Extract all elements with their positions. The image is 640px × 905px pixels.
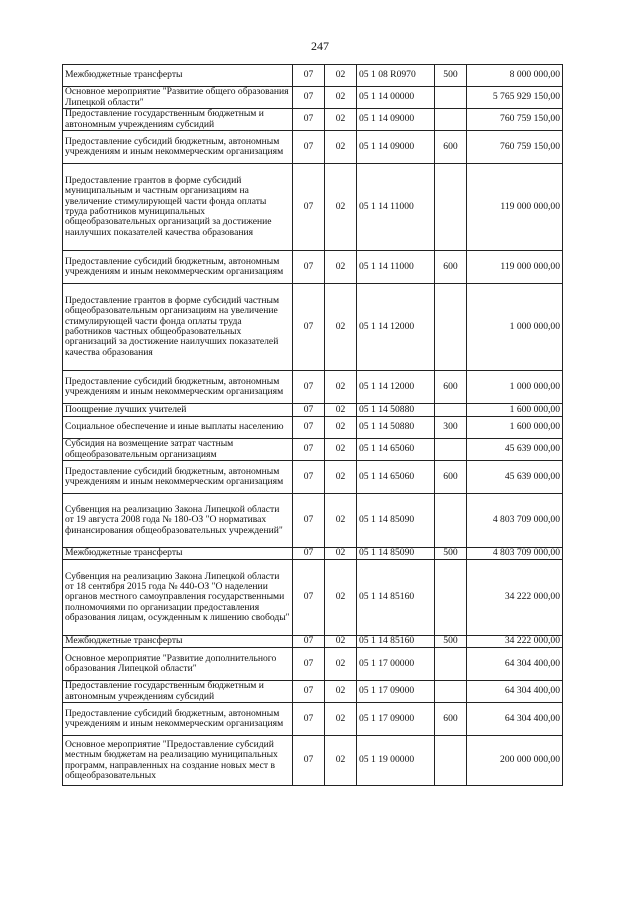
table-row	[63, 548, 563, 560]
table-row	[63, 681, 563, 703]
table-row	[63, 648, 563, 681]
cell-section: 07	[293, 251, 325, 284]
cell-subsection: 02	[325, 109, 357, 131]
table-row	[63, 251, 563, 284]
cell-name: Предоставление субсидий бюджетным, автономным учреждениям и иным некоммерческим организациям	[63, 371, 293, 404]
cell-subsection: 02	[325, 494, 357, 548]
cell-section: 07	[293, 703, 325, 736]
cell-type	[435, 164, 467, 251]
cell-amount: 34 222 000,00	[467, 636, 563, 648]
table-row	[63, 404, 563, 417]
table-row	[63, 164, 563, 251]
table-row	[63, 87, 563, 109]
cell-subsection: 02	[325, 131, 357, 164]
cell-section: 07	[293, 87, 325, 109]
cell-target: 05 1 14 12000	[357, 284, 435, 371]
page-number: 247	[311, 39, 329, 53]
cell-section: 07	[293, 681, 325, 703]
cell-target: 05 1 14 85160	[357, 636, 435, 648]
table-row	[63, 736, 563, 786]
cell-section: 07	[293, 65, 325, 87]
cell-target: 05 1 14 85090	[357, 548, 435, 560]
cell-target: 05 1 14 65060	[357, 461, 435, 494]
table-row	[63, 109, 563, 131]
cell-target: 05 1 17 09000	[357, 703, 435, 736]
cell-subsection: 02	[325, 439, 357, 461]
cell-subsection: 02	[325, 417, 357, 439]
table-row	[63, 636, 563, 648]
cell-subsection: 02	[325, 461, 357, 494]
cell-section: 07	[293, 284, 325, 371]
cell-name: Предоставление государственным бюджетным и автономным учреждениям субсидий	[63, 681, 293, 703]
cell-amount: 8 000 000,00	[467, 65, 563, 87]
cell-amount: 1 600 000,00	[467, 404, 563, 417]
cell-type	[435, 681, 467, 703]
cell-type: 600	[435, 371, 467, 404]
cell-target: 05 1 14 11000	[357, 164, 435, 251]
table-row	[63, 560, 563, 636]
cell-section: 07	[293, 404, 325, 417]
cell-amount: 760 759 150,00	[467, 131, 563, 164]
cell-target: 05 1 14 11000	[357, 251, 435, 284]
cell-amount: 1 600 000,00	[467, 417, 563, 439]
cell-target: 05 1 17 09000	[357, 681, 435, 703]
cell-amount: 119 000 000,00	[467, 164, 563, 251]
cell-name: Социальное обеспечение и иные выплаты населению	[63, 417, 293, 439]
cell-section: 07	[293, 461, 325, 494]
cell-subsection: 02	[325, 681, 357, 703]
cell-type	[435, 109, 467, 131]
cell-subsection: 02	[325, 65, 357, 87]
cell-type: 300	[435, 417, 467, 439]
cell-amount: 34 222 000,00	[467, 560, 563, 636]
table-row	[63, 131, 563, 164]
cell-target: 05 1 14 85090	[357, 494, 435, 548]
cell-name: Субвенция на реализацию Закона Липецкой области от 18 сентября 2015 года № 440-ОЗ "О наделении органов местного самоуправления государственными полномочиями по организации предоставления образования лицам, осужденным к лишению свободы"	[63, 560, 293, 636]
cell-amount: 119 000 000,00	[467, 251, 563, 284]
cell-target: 05 1 14 85160	[357, 560, 435, 636]
cell-section: 07	[293, 164, 325, 251]
cell-name: Предоставление государственным бюджетным и автономным учреждениям субсидий	[63, 109, 293, 131]
cell-section: 07	[293, 371, 325, 404]
table-row	[63, 65, 563, 87]
cell-type: 600	[435, 703, 467, 736]
cell-name: Субсидия на возмещение затрат частным общеобразовательным организациям	[63, 439, 293, 461]
cell-target: 05 1 08 R0970	[357, 65, 435, 87]
table-row	[63, 703, 563, 736]
cell-name: Основное мероприятие "Предоставление субсидий местным бюджетам на реализацию муниципальных программ, направленных на создание новых мест в общеобразовательных	[63, 736, 293, 786]
cell-type	[435, 494, 467, 548]
cell-name: Основное мероприятие "Развитие общего образования Липецкой области"	[63, 87, 293, 109]
cell-amount: 1 000 000,00	[467, 284, 563, 371]
table-row	[63, 417, 563, 439]
cell-type: 600	[435, 131, 467, 164]
cell-section: 07	[293, 439, 325, 461]
cell-amount: 4 803 709 000,00	[467, 548, 563, 560]
cell-subsection: 02	[325, 548, 357, 560]
cell-type	[435, 648, 467, 681]
cell-name: Межбюджетные трансферты	[63, 65, 293, 87]
table-row	[63, 439, 563, 461]
cell-target: 05 1 19 00000	[357, 736, 435, 786]
cell-type: 600	[435, 251, 467, 284]
cell-amount: 64 304 400,00	[467, 648, 563, 681]
cell-target: 05 1 14 12000	[357, 371, 435, 404]
cell-name: Субвенция на реализацию Закона Липецкой области от 19 августа 2008 года № 180-ОЗ "О нормативах финансирования общеобразовательных учреждений"	[63, 494, 293, 548]
cell-subsection: 02	[325, 560, 357, 636]
cell-amount: 45 639 000,00	[467, 461, 563, 494]
cell-amount: 64 304 400,00	[467, 703, 563, 736]
cell-type: 600	[435, 461, 467, 494]
cell-section: 07	[293, 560, 325, 636]
cell-subsection: 02	[325, 736, 357, 786]
cell-target: 05 1 14 50880	[357, 417, 435, 439]
cell-section: 07	[293, 494, 325, 548]
table-row	[63, 494, 563, 548]
cell-type	[435, 439, 467, 461]
cell-amount: 760 759 150,00	[467, 109, 563, 131]
cell-name: Межбюджетные трансферты	[63, 548, 293, 560]
cell-name: Предоставление субсидий бюджетным, автономным учреждениям и иным некоммерческим организациям	[63, 131, 293, 164]
cell-name: Предоставление грантов в форме субсидий частным общеобразовательным организациям на увеличение стимулирующей части фонда оплаты труда работников частных общеобразовательных организаций за достижение наилучших показателей качества образования	[63, 284, 293, 371]
cell-type	[435, 87, 467, 109]
cell-amount: 64 304 400,00	[467, 681, 563, 703]
cell-subsection: 02	[325, 251, 357, 284]
cell-type	[435, 284, 467, 371]
cell-target: 05 1 14 09000	[357, 109, 435, 131]
budget-table-body	[63, 65, 563, 786]
cell-section: 07	[293, 417, 325, 439]
cell-name: Основное мероприятие "Развитие дополнительного образования Липецкой области"	[63, 648, 293, 681]
table-row	[63, 371, 563, 404]
cell-target: 05 1 14 09000	[357, 131, 435, 164]
cell-section: 07	[293, 131, 325, 164]
cell-name: Поощрение лучших учителей	[63, 404, 293, 417]
cell-type: 500	[435, 65, 467, 87]
cell-section: 07	[293, 648, 325, 681]
cell-target: 05 1 14 50880	[357, 404, 435, 417]
cell-subsection: 02	[325, 371, 357, 404]
cell-name: Межбюджетные трансферты	[63, 636, 293, 648]
cell-target: 05 1 17 00000	[357, 648, 435, 681]
cell-type: 500	[435, 636, 467, 648]
cell-section: 07	[293, 109, 325, 131]
cell-amount: 200 000 000,00	[467, 736, 563, 786]
budget-table	[62, 64, 563, 786]
cell-section: 07	[293, 636, 325, 648]
cell-type	[435, 736, 467, 786]
cell-subsection: 02	[325, 648, 357, 681]
cell-name: Предоставление субсидий бюджетным, автономным учреждениям и иным некоммерческим организациям	[63, 703, 293, 736]
cell-amount: 4 803 709 000,00	[467, 494, 563, 548]
cell-name: Предоставление субсидий бюджетным, автономным учреждениям и иным некоммерческим организациям	[63, 461, 293, 494]
cell-subsection: 02	[325, 703, 357, 736]
table-row	[63, 284, 563, 371]
cell-name: Предоставление грантов в форме субсидий муниципальным и частным организациям на увеличение стимулирующей части фонда оплаты труда работников муниципальных общеобразовательных организаций за достижение наилучших показателей качества образования	[63, 164, 293, 251]
cell-subsection: 02	[325, 164, 357, 251]
cell-type: 500	[435, 548, 467, 560]
cell-target: 05 1 14 00000	[357, 87, 435, 109]
cell-subsection: 02	[325, 87, 357, 109]
cell-amount: 45 639 000,00	[467, 439, 563, 461]
cell-type	[435, 560, 467, 636]
cell-section: 07	[293, 548, 325, 560]
cell-type	[435, 404, 467, 417]
cell-target: 05 1 14 65060	[357, 439, 435, 461]
cell-subsection: 02	[325, 404, 357, 417]
cell-amount: 5 765 929 150,00	[467, 87, 563, 109]
cell-section: 07	[293, 736, 325, 786]
cell-subsection: 02	[325, 636, 357, 648]
table-row	[63, 461, 563, 494]
cell-subsection: 02	[325, 284, 357, 371]
cell-amount: 1 000 000,00	[467, 371, 563, 404]
cell-name: Предоставление субсидий бюджетным, автономным учреждениям и иным некоммерческим организациям	[63, 251, 293, 284]
